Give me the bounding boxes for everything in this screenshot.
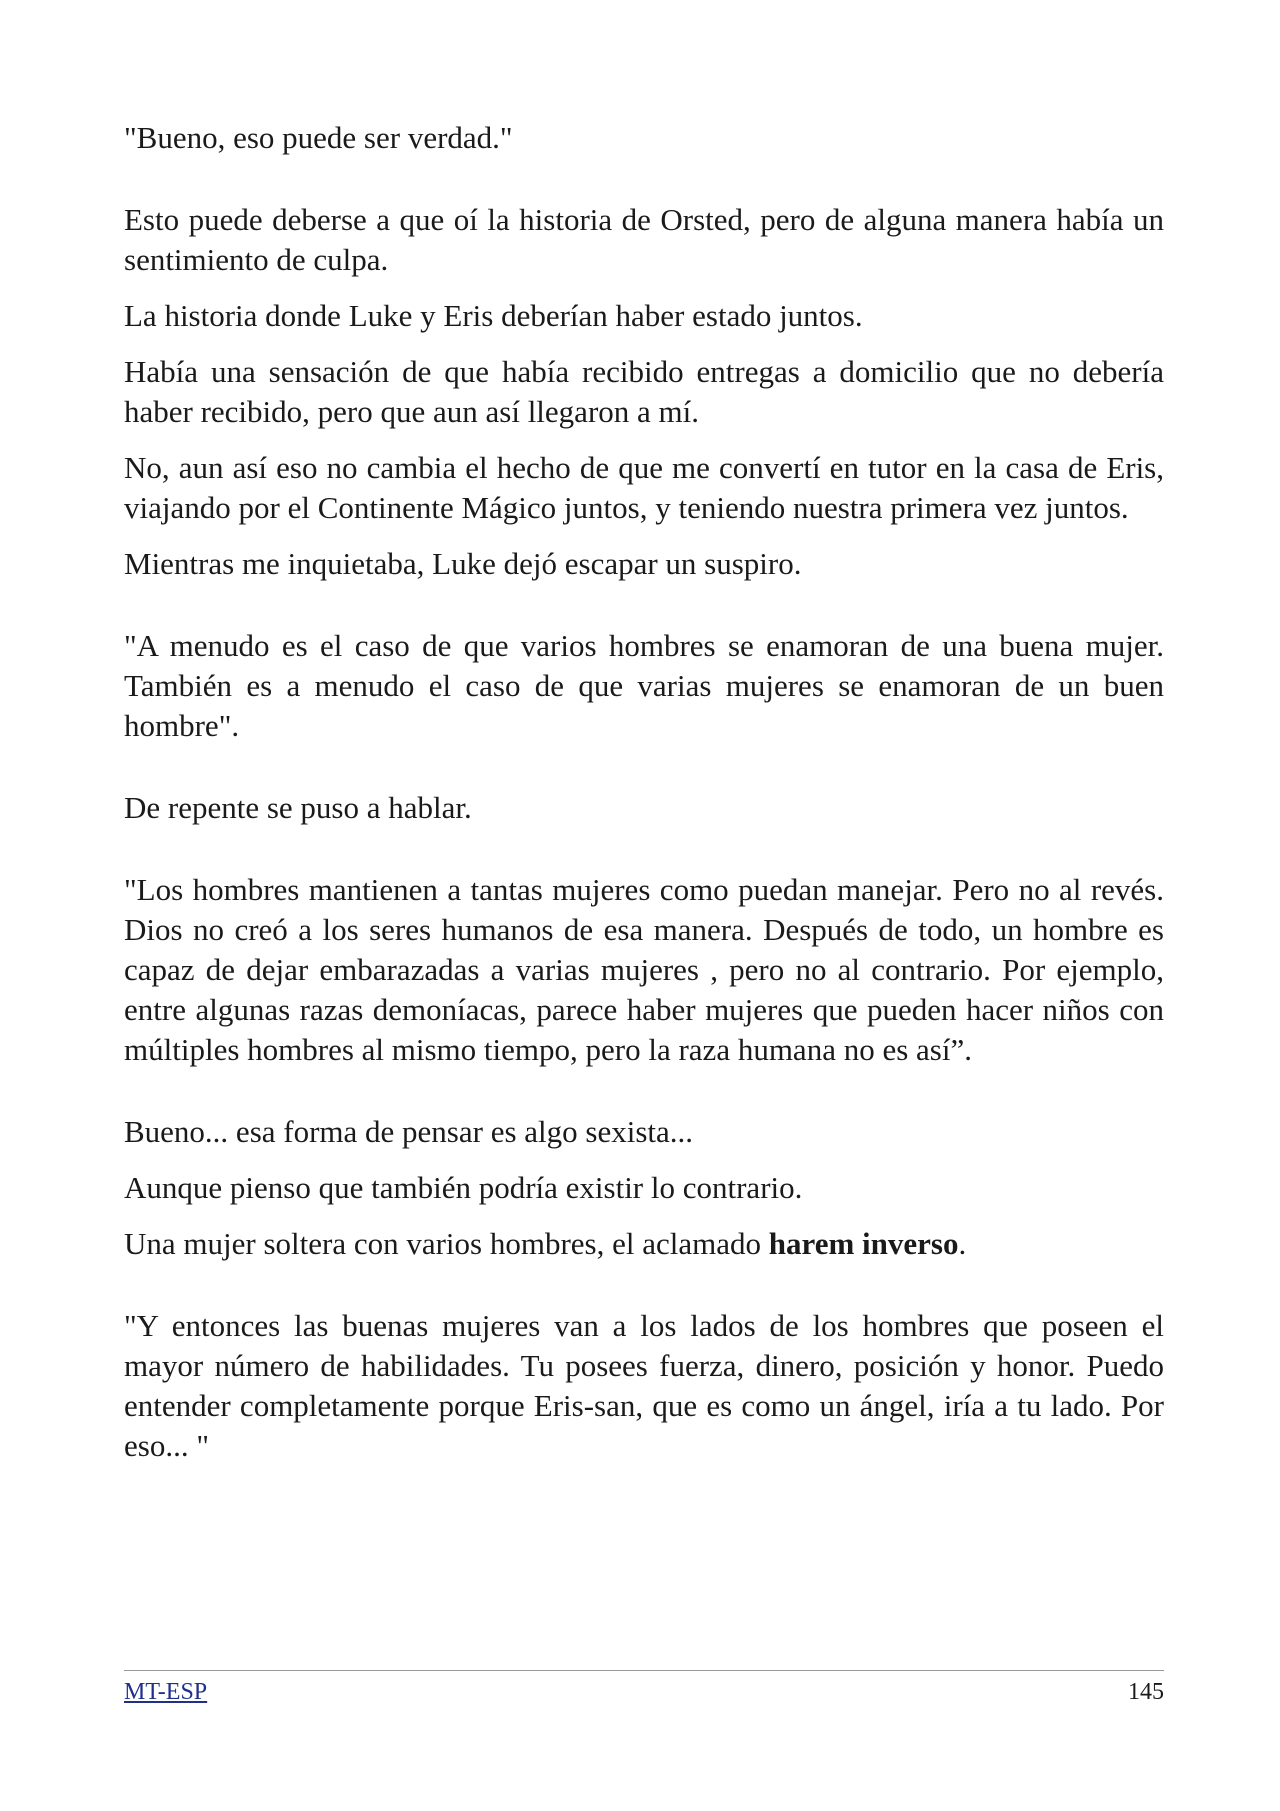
paragraph-8: De repente se puso a hablar. <box>124 790 472 825</box>
page-number: 145 <box>1128 1679 1164 1705</box>
paragraph-11: Aunque pienso que también podría existir lo contrario. <box>124 1170 803 1205</box>
paragraph-10: Bueno... esa forma de pensar es algo sexista... <box>124 1114 694 1149</box>
bold-term: harem inverso <box>768 1226 959 1261</box>
paragraph-1: "Bueno, eso puede ser verdad." <box>124 120 513 155</box>
paragraph-7: "A menudo es el caso de que varios hombres se enamoran de una buena mujer. También es a menudo el caso de que varias mujeres se enamoran de un buen hombre". <box>124 628 1164 743</box>
paragraph-9: "Los hombres mantienen a tantas mujeres como puedan manejar. Pero no al revés. Dios no creó a los seres humanos de esa manera. Después de todo, un hombre es capaz de dejar embarazadas a varias mujeres , pero no al contrario. Por ejemplo, entre algunas razas demoníacas, parece haber mujeres que pueden hacer niños con múltiples hombres al mismo tiempo, pero la raza humana no es así”. <box>124 872 1164 1067</box>
paragraph-2: Esto puede deberse a que oí la historia de Orsted, pero de alguna manera había un sentimiento de culpa. <box>124 202 1164 277</box>
paragraph-12 <box>124 1224 1164 1264</box>
paragraph-12-before: Una mujer soltera con varios hombres, el aclamado <box>124 1226 769 1261</box>
paragraph-12-after: . <box>958 1226 967 1261</box>
paragraph-4: Había una sensación de que había recibido entregas a domicilio que no debería haber recibido, pero que aun así llegaron a mí. <box>124 354 1164 429</box>
paragraph-13: "Y entonces las buenas mujeres van a los lados de los hombres que poseen el mayor número de habilidades. Tu posees fuerza, dinero, posición y honor. Puedo entender completamente porque Eris-san, que es como un ángel, iría a tu lado. Por eso... " <box>124 1308 1164 1463</box>
page-body <box>124 118 1164 1466</box>
paragraph-6: Mientras me inquietaba, Luke dejó escapar un suspiro. <box>124 546 802 581</box>
footer-site-link[interactable]: MT-ESP <box>124 1679 208 1705</box>
page-footer <box>124 1670 1164 1707</box>
paragraph-3: La historia donde Luke y Eris deberían haber estado juntos. <box>124 298 863 333</box>
paragraph-5: No, aun así eso no cambia el hecho de que me convertí en tutor en la casa de Eris, viajando por el Continente Mágico juntos, y teniendo nuestra primera vez juntos. <box>124 450 1164 525</box>
